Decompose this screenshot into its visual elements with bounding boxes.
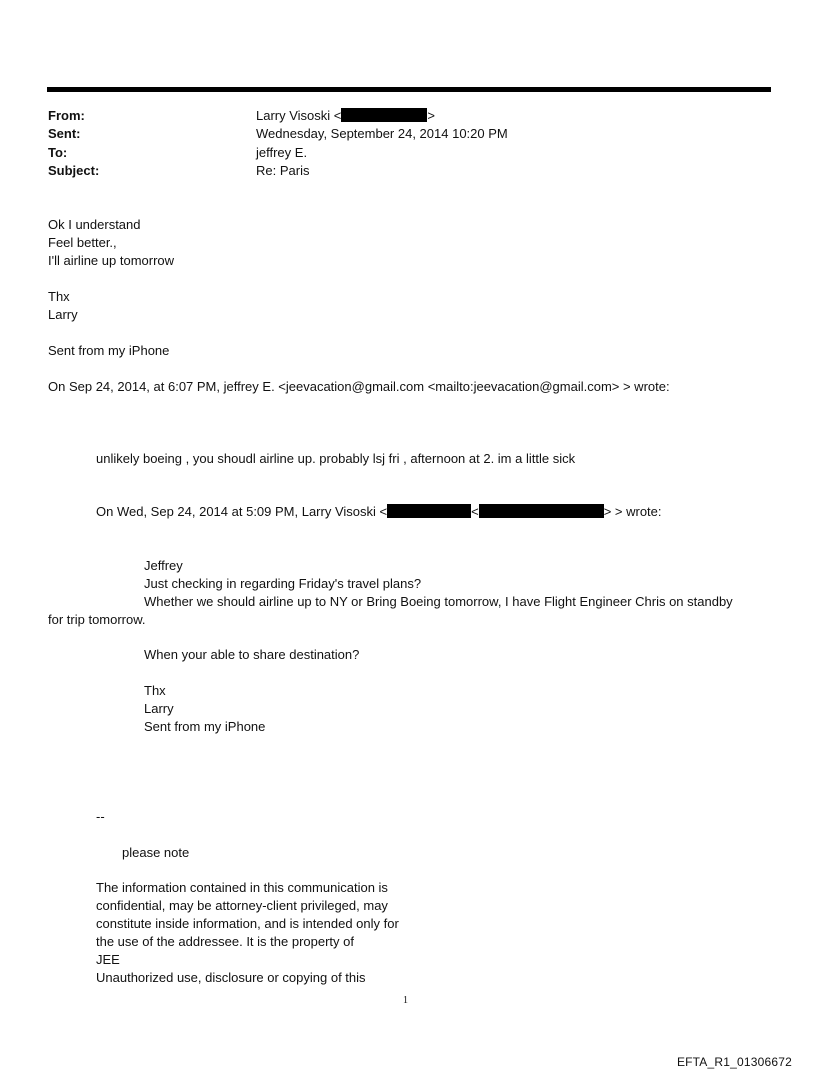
reply-line: Ok I understand [48, 217, 141, 232]
reply-line: Thx [48, 289, 70, 304]
reply-line: I'll airline up tomorrow [48, 253, 175, 268]
quote2-greeting: Jeffrey [144, 558, 183, 573]
reply-line: Larry [48, 307, 78, 322]
quote2-sign: Thx [144, 683, 166, 698]
from-name: Larry Visoski < [256, 108, 342, 123]
quote2-line-wrap: for trip tomorrow. [48, 612, 146, 627]
disclaimer-line: Unauthorized use, disclosure or copying of this [96, 970, 366, 985]
from-value [256, 107, 435, 125]
quote2-attribution-start: On Wed, Sep 24, 2014 at 5:09 PM, Larry Visoski < [96, 504, 388, 519]
quote2-sign: Larry [144, 701, 174, 716]
disclaimer-line: confidential, may be attorney-client privileged, may [96, 898, 388, 913]
quote2-line: When your able to share destination? [144, 647, 360, 662]
redaction-box [341, 108, 427, 122]
reply-line: Feel better., [48, 235, 117, 250]
subject-label: Subject: [48, 163, 100, 178]
disclaimer-line: JEE [96, 952, 120, 967]
quote2-attribution-mid: < [471, 504, 479, 519]
header-rule [47, 87, 771, 92]
from-label: From: [48, 108, 85, 123]
signature-dashes: -- [96, 809, 105, 824]
quote1-body: unlikely boeing , you shoudl airline up. probably lsj fri , afternoon at 2. im a little sick [96, 451, 576, 466]
please-note: please note [122, 845, 190, 860]
quote2-sign: Sent from my iPhone [144, 719, 266, 734]
disclaimer-line: The information contained in this communication is [96, 880, 388, 895]
redaction-box [479, 504, 604, 518]
sent-value: Wednesday, September 24, 2014 10:20 PM [256, 126, 508, 141]
disclaimer-line: constitute inside information, and is intended only for [96, 916, 399, 931]
page-number: 1 [403, 995, 408, 1006]
redaction-box [387, 504, 471, 518]
subject-value: Re: Paris [256, 163, 310, 178]
document-id: EFTA_R1_01306672 [676, 1055, 792, 1069]
to-value: jeffrey E. [256, 145, 308, 160]
to-label: To: [48, 145, 68, 160]
disclaimer-line: the use of the addressee. It is the property of [96, 934, 354, 949]
quote2-line: Whether we should airline up to NY or Bring Boeing tomorrow, I have Flight Engineer Chris on standby [144, 594, 733, 609]
quote2-attribution-end: > > wrote: [603, 504, 662, 519]
quote1-attribution: On Sep 24, 2014, at 6:07 PM, jeffrey E. <jeevacation@gmail.com <mailto:jeevacation@gmail.com> > wrote: [48, 379, 670, 394]
from-close: > [427, 108, 435, 123]
quote2-attribution [96, 503, 662, 521]
sent-label: Sent: [48, 126, 81, 141]
reply-line: Sent from my iPhone [48, 343, 170, 358]
quote2-line: Just checking in regarding Friday's travel plans? [144, 576, 422, 591]
